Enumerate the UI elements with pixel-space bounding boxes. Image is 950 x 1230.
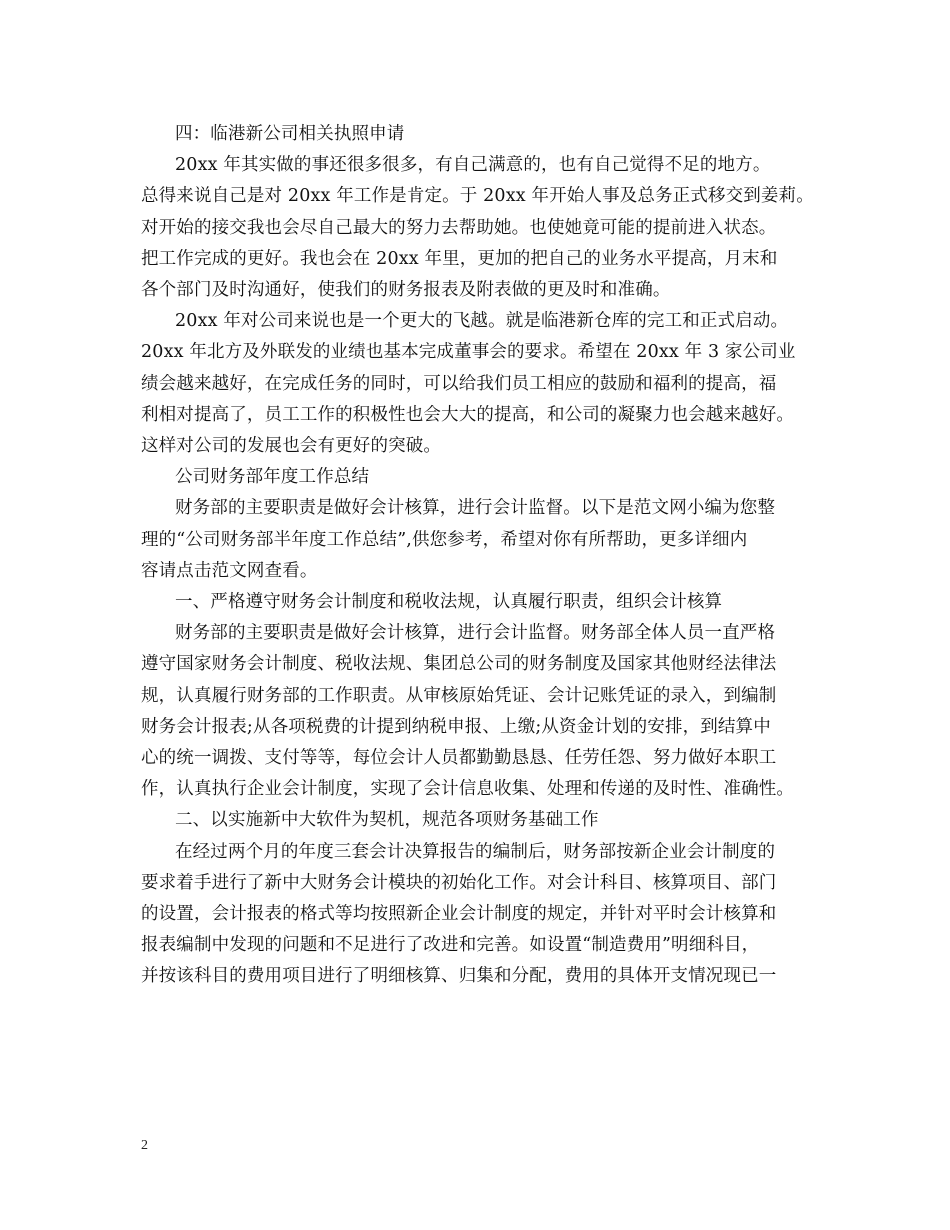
paragraph-line: 遵守国家财务会计制度、税收法规、集团总公司的财务制度及国家其他财经法律法 [141, 654, 777, 674]
paragraph-line: 在经过两个月的年度三套会计决算报告的编制后，财务部按新企业会计制度的 [175, 842, 776, 862]
paragraph-line: 并按该科目的费用项目进行了明细核算、归集和分配，费用的具体开支情况现已一 [141, 966, 777, 986]
paragraph-line: 总得来说自己是对 20xx 年工作是肯定。于 20xx 年开始人事及总务正式移交到姜莉。 [141, 186, 814, 206]
paragraph-line: 20xx 年对公司来说也是一个更大的飞越。就是临港新仓库的完工和正式启动。 [175, 311, 789, 331]
paragraph-line: 规，认真履行财务部的工作职责。从审核原始凭证、会计记账凭证的录入，到编制 [141, 686, 777, 706]
paragraph-line: 要求着手进行了新中大财务会计模块的初始化工作。对会计科目、核算项目、部门 [141, 873, 777, 893]
section-heading-line: 一、严格遵守财务会计制度和税收法规，认真履行职责，组织会计核算 [175, 592, 723, 612]
paragraph-line: 作，认真执行企业会计制度，实现了会计信息收集、处理和传递的及时性、准确性。 [141, 779, 795, 799]
page-number: 2 [141, 1138, 148, 1153]
paragraph-line: 报表编制中发现的问题和不足进行了改进和完善。如设置“制造费用”明细科目， [141, 935, 760, 955]
paragraph-line: 容请点击范文网查看。 [141, 561, 318, 581]
paragraph-line: 20xx 年其实做的事还很多很多，有自己满意的，也有自己觉得不足的地方。 [175, 155, 771, 175]
paragraph-line: 的设置，会计报表的格式等均按照新企业会计制度的规定，并针对平时会计核算和 [141, 904, 777, 924]
paragraph-line: 利相对提高了，员工工作的积极性也会大大的提高，和公司的凝聚力也会越来越好。 [141, 405, 795, 425]
paragraph-line: 心的统一调拨、支付等等，每位会计人员都勤勤恳恳、任劳任怨、努力做好本职工 [141, 748, 777, 768]
paragraph-line: 这样对公司的发展也会有更好的突破。 [141, 436, 442, 456]
paragraph-line: 对开始的接交我也会尽自己最大的努力去帮助她。也使她竟可能的提前进入状态。 [141, 218, 777, 238]
paragraph-line: 理的“公司财务部半年度工作总结”,供您参考，希望对你有所帮助，更多详细内 [141, 530, 748, 550]
paragraph-line: 财务会计报表;从各项税费的计提到纳税申报、上缴;从资金计划的安排，到结算中 [141, 717, 771, 737]
paragraph-line: 把工作完成的更好。我也会在 20xx 年里，更加的把自己的业务水平提高，月末和 [141, 249, 778, 269]
paragraph-line: 财务部的主要职责是做好会计核算，进行会计监督。以下是范文网小编为您整 [175, 498, 776, 518]
section-heading-line: 二、以实施新中大软件为契机，规范各项财务基础工作 [175, 810, 599, 830]
section-heading-line: 四：临港新公司相关执照申请 [175, 124, 405, 144]
section-heading-line: 公司财务部年度工作总结 [175, 467, 370, 487]
paragraph-line: 各个部门及时沟通好，使我们的财务报表及附表做的更及时和准确。 [141, 280, 671, 300]
paragraph-line: 财务部的主要职责是做好会计核算，进行会计监督。财务部全体人员一直严格 [175, 623, 776, 643]
paragraph-line: 绩会越来越好，在完成任务的同时，可以给我们员工相应的鼓励和福利的提高，福 [141, 374, 777, 394]
paragraph-line: 20xx 年北方及外联发的业绩也基本完成董事会的要求。希望在 20xx 年 3 家公司业 [141, 342, 796, 362]
